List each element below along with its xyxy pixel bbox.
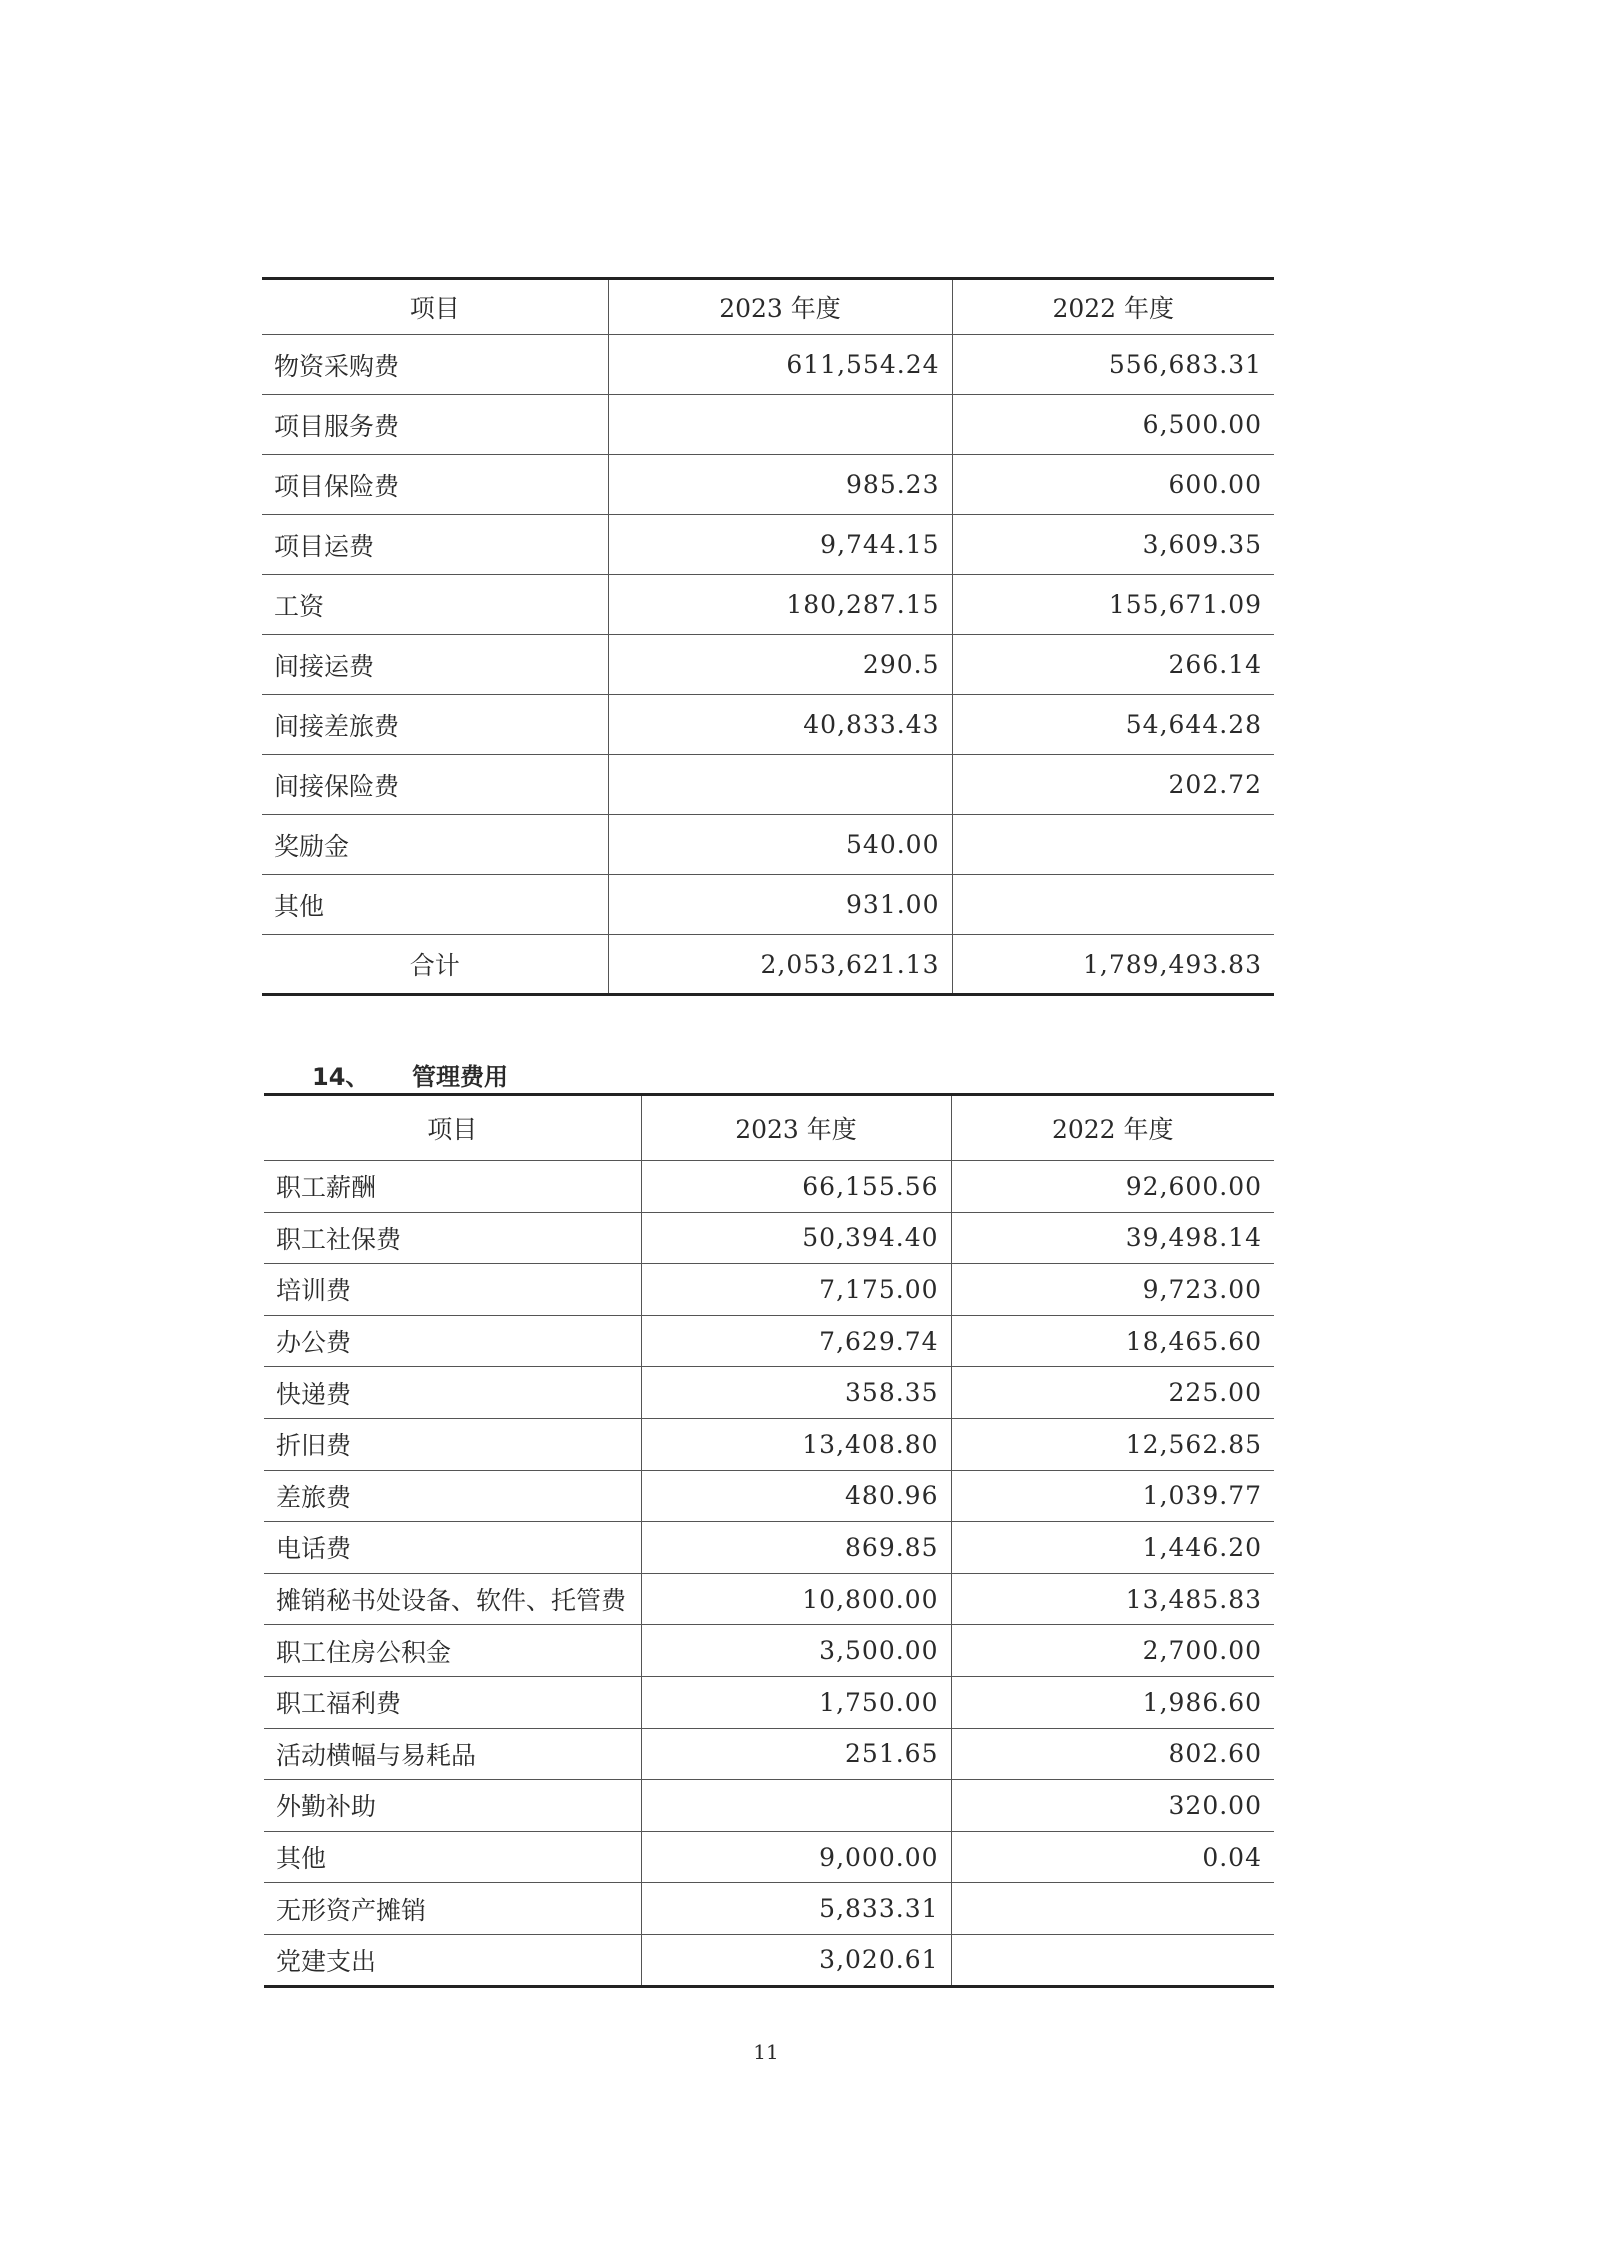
row-2022: 18,465.60: [951, 1315, 1274, 1367]
row-2023: 540.00: [608, 815, 952, 875]
row-2023: 10,800.00: [641, 1573, 951, 1625]
row-2023: 985.23: [608, 455, 952, 515]
row-2023: 9,000.00: [641, 1831, 951, 1883]
row-2022: 600.00: [952, 455, 1274, 515]
total-label: 合计: [262, 935, 608, 995]
row-item: 间接运费: [262, 635, 608, 695]
row-item: 培训费: [264, 1264, 641, 1316]
row-item: 摊销秘书处设备、软件、托管费: [264, 1573, 641, 1625]
row-item: 党建支出: [264, 1934, 641, 1986]
row-2023: [608, 755, 952, 815]
row-2023: 251.65: [641, 1728, 951, 1780]
table-row: [262, 635, 1274, 695]
row-item: 差旅费: [264, 1470, 641, 1522]
table-row: [264, 1212, 1274, 1264]
row-item: 间接差旅费: [262, 695, 608, 755]
table-row: [264, 1470, 1274, 1522]
table-row: [264, 1934, 1274, 1986]
page-number: 11: [753, 2040, 779, 2064]
total-2022: 1,789,493.83: [1083, 949, 1262, 979]
row-2023: 5,833.31: [641, 1883, 951, 1935]
header-2022: 2022 年度: [952, 279, 1274, 335]
table-row: [264, 1728, 1274, 1780]
table-row: [264, 1780, 1274, 1832]
row-2023: 66,155.56: [641, 1161, 951, 1213]
section-title-text: 管理费用: [412, 1063, 508, 1091]
row-item: 工资: [262, 575, 608, 635]
row-2023: 9,744.15: [608, 515, 952, 575]
row-2023: 480.96: [641, 1470, 951, 1522]
row-item: 项目运费: [262, 515, 608, 575]
row-2023: 611,554.24: [608, 335, 952, 395]
header-2022: 2022 年度: [951, 1095, 1274, 1161]
row-2022: [951, 1883, 1274, 1935]
section-heading: [312, 1057, 508, 1092]
row-2023: 869.85: [641, 1522, 951, 1574]
table-row: [264, 1883, 1274, 1935]
row-item: 项目服务费: [262, 395, 608, 455]
row-item: 折旧费: [264, 1418, 641, 1470]
row-2022: 54,644.28: [952, 695, 1274, 755]
row-item: 间接保险费: [262, 755, 608, 815]
table-row: [264, 1418, 1274, 1470]
row-item: 物资采购费: [262, 335, 608, 395]
table-row: [264, 1831, 1274, 1883]
row-2022: 1,039.77: [951, 1470, 1274, 1522]
table-row: [264, 1315, 1274, 1367]
row-2023: 50,394.40: [641, 1212, 951, 1264]
row-item: 无形资产摊销: [264, 1883, 641, 1935]
admin-expense-table: [264, 1093, 1274, 1988]
row-item: 其他: [262, 875, 608, 935]
table-row: [264, 1522, 1274, 1574]
row-item: 其他: [264, 1831, 641, 1883]
section-number: 14、: [312, 1063, 370, 1091]
expense-table-1: [262, 277, 1274, 996]
row-2023: 40,833.43: [608, 695, 952, 755]
row-item: 电话费: [264, 1522, 641, 1574]
header-2023: 2023 年度: [641, 1095, 951, 1161]
header-2023: 2023 年度: [608, 279, 952, 335]
row-item: 职工福利费: [264, 1676, 641, 1728]
row-2022: 320.00: [951, 1780, 1274, 1832]
row-2023: [608, 395, 952, 455]
row-2023: 3,500.00: [641, 1625, 951, 1677]
table-row: [264, 1161, 1274, 1213]
table-row: [264, 1367, 1274, 1419]
table-row: [262, 455, 1274, 515]
row-2022: 92,600.00: [951, 1161, 1274, 1213]
table-row: [262, 335, 1274, 395]
row-2022: 3,609.35: [952, 515, 1274, 575]
row-2022: 802.60: [951, 1728, 1274, 1780]
row-2023: 290.5: [608, 635, 952, 695]
row-2023: 7,175.00: [641, 1264, 951, 1316]
table-row: [264, 1573, 1274, 1625]
row-2023: 3,020.61: [641, 1934, 951, 1986]
table-row: [262, 515, 1274, 575]
row-2022: 39,498.14: [951, 1212, 1274, 1264]
row-2022: 556,683.31: [952, 335, 1274, 395]
row-2023: 358.35: [641, 1367, 951, 1419]
row-2022: [952, 875, 1274, 935]
total-row: [262, 935, 1274, 995]
row-2022: 13,485.83: [951, 1573, 1274, 1625]
table-row: [262, 695, 1274, 755]
header-item: 项目: [262, 279, 608, 335]
table-row: [264, 1625, 1274, 1677]
row-2022: 202.72: [952, 755, 1274, 815]
row-2023: 931.00: [608, 875, 952, 935]
row-2023: 180,287.15: [608, 575, 952, 635]
table-row: [264, 1676, 1274, 1728]
table-header-row: [262, 279, 1274, 335]
row-2022: 1,446.20: [951, 1522, 1274, 1574]
row-2022: 6,500.00: [952, 395, 1274, 455]
row-2023: [641, 1780, 951, 1832]
row-item: 办公费: [264, 1315, 641, 1367]
row-2022: 225.00: [951, 1367, 1274, 1419]
table-header-row: [264, 1095, 1274, 1161]
header-item: 项目: [264, 1095, 641, 1161]
row-item: 项目保险费: [262, 455, 608, 515]
row-2022: 2,700.00: [951, 1625, 1274, 1677]
row-2023: 7,629.74: [641, 1315, 951, 1367]
row-item: 职工社保费: [264, 1212, 641, 1264]
row-2022: [952, 815, 1274, 875]
row-2023: 13,408.80: [641, 1418, 951, 1470]
row-2022: 9,723.00: [951, 1264, 1274, 1316]
row-item: 快递费: [264, 1367, 641, 1419]
row-2022: 155,671.09: [952, 575, 1274, 635]
table-row: [262, 875, 1274, 935]
row-2022: 12,562.85: [951, 1418, 1274, 1470]
row-2022: 266.14: [952, 635, 1274, 695]
row-item: 外勤补助: [264, 1780, 641, 1832]
row-2022: 0.04: [951, 1831, 1274, 1883]
table-row: [264, 1264, 1274, 1316]
row-item: 职工薪酬: [264, 1161, 641, 1213]
row-item: 活动横幅与易耗品: [264, 1728, 641, 1780]
row-2022: [951, 1934, 1274, 1986]
table-row: [262, 395, 1274, 455]
table-row: [262, 575, 1274, 635]
total-2023: 2,053,621.13: [608, 935, 952, 995]
row-2023: 1,750.00: [641, 1676, 951, 1728]
row-item: 奖励金: [262, 815, 608, 875]
row-2022: 1,986.60: [951, 1676, 1274, 1728]
table-row: [262, 815, 1274, 875]
table-row: [262, 755, 1274, 815]
row-item: 职工住房公积金: [264, 1625, 641, 1677]
